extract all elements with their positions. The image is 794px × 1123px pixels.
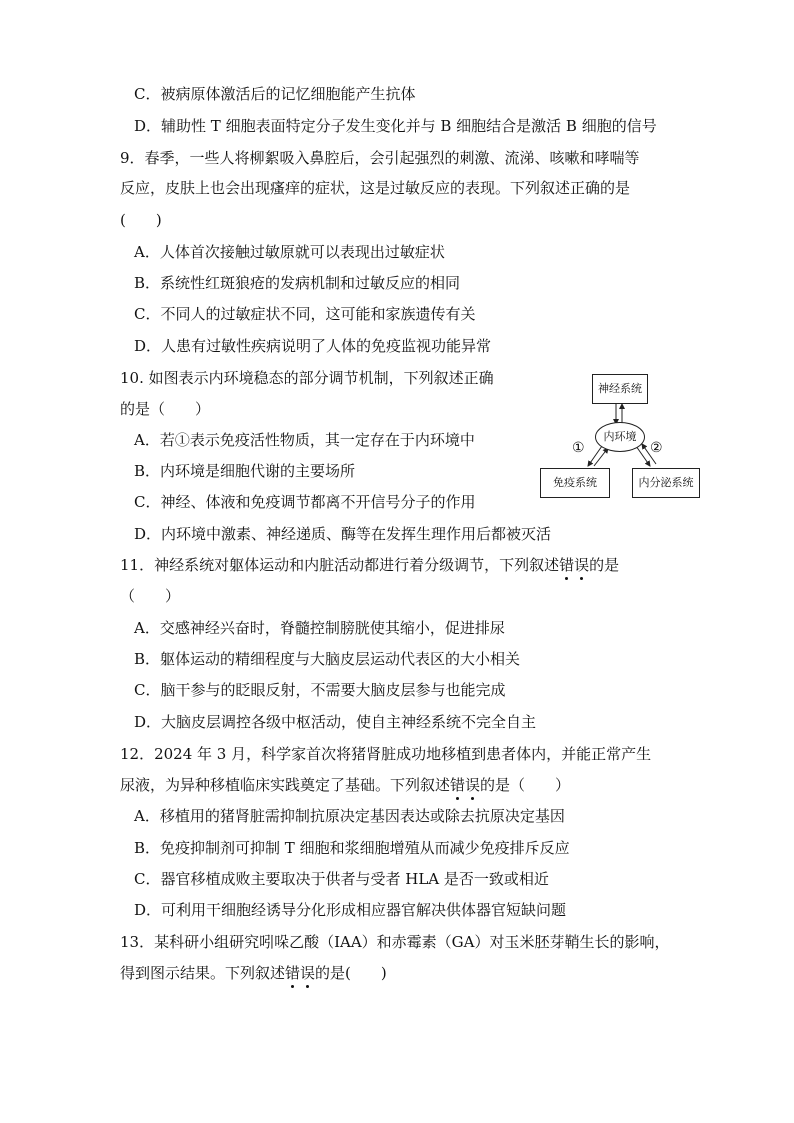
q12-emphasis-2: 误 [465, 776, 481, 794]
q13-stem-2 [120, 963, 387, 983]
q11-stem-text: 11．神经系统对躯体运动和内脏活动都进行着分级调节，下列叙述 [120, 556, 560, 574]
q11-stem-1 [120, 555, 619, 575]
q12-stem-2 [120, 775, 570, 795]
q12-option-d: D．可利用干细胞经诱导分化形成相应器官解决供体器官短缺问题 [134, 901, 567, 919]
q9-option-a: A．人体首次接触过敏原就可以表现出过敏症状 [134, 243, 445, 261]
q13-stem-end: 的是( ) [315, 964, 387, 982]
q9-option-d: D．人患有过敏性疾病说明了人体的免疫监视功能异常 [134, 337, 492, 355]
q12-stem-text: 尿液，为异种移植临床实践奠定了基础。下列叙述 [120, 776, 451, 794]
q10-option-d: D．内环境中激素、神经递质、酶等在发挥生理作用后都被灭活 [134, 525, 552, 543]
q11-emphasis-1: 错 [559, 556, 575, 574]
q11-paren: （ ） [120, 587, 181, 605]
diagram-endocrine-system: 内分泌系统 [632, 468, 700, 498]
diagram-label-2: ② [650, 440, 663, 456]
q11-stem-end: 的是 [589, 556, 620, 574]
q8-option-d: D．辅助性 T 细胞表面特定分子发生变化并与 B 细胞结合是激活 B 细胞的信号 [134, 117, 657, 135]
diagram-internal-environment: 内环境 [595, 422, 645, 452]
q12-option-c: C．器官移植成败主要取决于供者与受者 HLA 是否一致或相近 [134, 870, 549, 888]
diagram-immune-system: 免疫系统 [540, 468, 610, 498]
q13-stem-1: 13．某科研小组研究吲哚乙酸（IAA）和赤霉素（GA）对玉米胚芽鞘生长的影响， [120, 933, 670, 951]
q9-option-c: C．不同人的过敏症状不同，这可能和家族遗传有关 [134, 305, 476, 323]
q12-stem-end: 的是（ ） [480, 776, 571, 794]
q11-option-b: B．躯体运动的精细程度与大脑皮层运动代表区的大小相关 [134, 650, 521, 668]
q10-option-a: A．若①表示免疫活性物质，其一定存在于内环境中 [134, 431, 475, 449]
q11-option-a: A．交感神经兴奋时，脊髓控制膀胱使其缩小，促进排尿 [134, 619, 505, 637]
diagram-label-1: ① [572, 440, 585, 456]
q13-emphasis-1: 错 [285, 964, 301, 982]
q10-stem-1: 10. 如图表示内环境稳态的部分调节机制，下列叙述正确 [120, 369, 494, 387]
q12-stem-1: 12．2024 年 3 月，科学家首次将猪肾脏成功地移植到患者体内，并能正常产生 [120, 745, 652, 763]
q11-option-d: D．大脑皮层调控各级中枢活动，使自主神经系统不完全自主 [134, 713, 537, 731]
q9-paren: ( ) [120, 211, 162, 229]
homeostasis-diagram [536, 370, 702, 502]
q11-emphasis-2: 误 [574, 556, 590, 574]
q9-option-b: B．系统性红斑狼疮的发病机制和过敏反应的相同 [134, 274, 461, 292]
diagram-nervous-system: 神经系统 [592, 374, 648, 404]
q12-option-a: A．移植用的猪肾脏需抑制抗原决定基因表达或除去抗原决定基因 [134, 807, 565, 825]
q11-option-c: C．脑干参与的眨眼反射，不需要大脑皮层参与也能完成 [134, 681, 506, 699]
q9-stem-2: 反应，皮肤上也会出现瘙痒的症状，这是过敏反应的表现。下列叙述正确的是 [120, 179, 631, 197]
q12-option-b: B．免疫抑制剂可抑制 T 细胞和浆细胞增殖从而减少免疫排斥反应 [134, 839, 570, 857]
q9-stem-1: 9．春季，一些人将柳絮吸入鼻腔后，会引起强烈的刺激、流涕、咳嗽和哮喘等 [120, 149, 640, 167]
q13-emphasis-2: 误 [300, 964, 316, 982]
q8-option-c: C．被病原体激活后的记忆细胞能产生抗体 [134, 85, 416, 103]
q12-emphasis-1: 错 [450, 776, 466, 794]
q10-option-c: C．神经、体液和免疫调节都离不开信号分子的作用 [134, 493, 476, 511]
q10-option-b: B．内环境是细胞代谢的主要场所 [134, 462, 356, 480]
q13-stem-text: 得到图示结果。下列叙述 [120, 964, 286, 982]
q10-stem-2: 的是（ ） [120, 400, 211, 418]
